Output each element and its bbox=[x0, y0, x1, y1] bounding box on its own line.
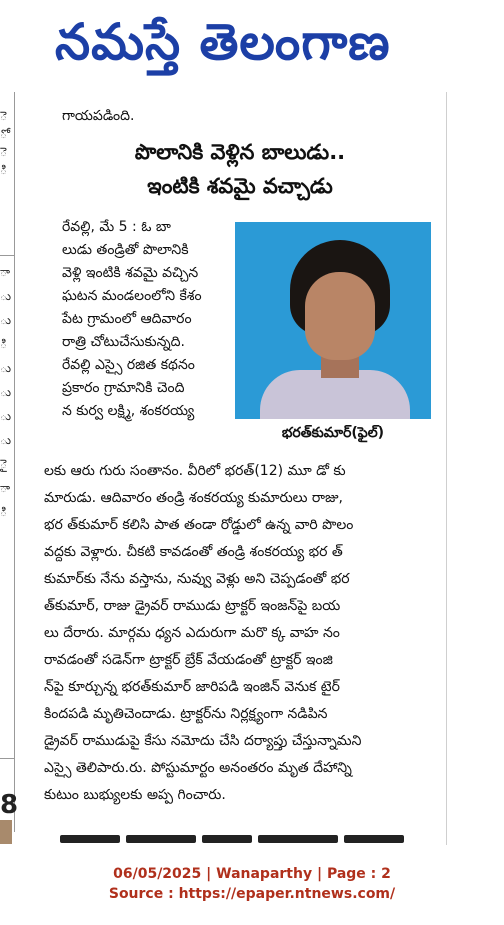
adjacent-column-photo bbox=[0, 820, 12, 844]
adjacent-column-glyph: ా bbox=[0, 481, 11, 495]
article-line: రాత్రి చోటుచేసుకున్నది. bbox=[62, 334, 185, 350]
article-line: వద్దకు వెళ్లారు. చీకటి కావడంతో తండ్రి శంకరయ్య భర త్ bbox=[44, 544, 343, 560]
adjacent-column-glyph: ు bbox=[0, 433, 12, 447]
article-line: కుటుం బుభ్యులకు అప్ప గించారు. bbox=[44, 787, 226, 803]
adjacent-column-glyph: ు bbox=[0, 385, 12, 399]
headline-line-1: పొలానికి వెళ్లిన బాలుడు.. bbox=[134, 140, 346, 164]
headline-line-2: ఇంటికి శవమై వచ్చాడు bbox=[147, 174, 333, 198]
adjacent-column-glyph: ి bbox=[0, 163, 7, 177]
photo-face bbox=[305, 272, 375, 360]
adjacent-column-strip bbox=[0, 92, 14, 845]
adjacent-column-glyph: ు bbox=[0, 313, 12, 327]
article-line: మారుడు. ఆదివారం తండ్రి శంకరయ్య కుమారులు రాజు, bbox=[44, 490, 343, 506]
article-line: త్‌కుమార్, రాజు డ్రైవర్ రాముడు ట్రాక్టర్ ఇంజన్‌పై బయ bbox=[44, 598, 341, 614]
article-line: భర త్‌కుమార్ కలిసి పాత తండా రోడ్డులో ఉన్న వారి పొలం bbox=[44, 517, 354, 533]
article-line: న కుర్వ లక్ష్మి, శంకరయ్య bbox=[62, 403, 195, 419]
masthead bbox=[0, 0, 504, 92]
footer-source: Source : https://epaper.ntnews.com/ bbox=[108, 886, 396, 902]
article-line: ఎస్సై తెలిపారు.రు. పోస్టుమార్టం అనంతరం మృత దేహాన్ని bbox=[44, 760, 352, 776]
article-line: పేట గ్రామంలో ఆదివారం bbox=[62, 311, 192, 327]
article-line: కిందపడి మృతిచెందాడు. ట్రాక్టర్‌ను నిర్లక్ష్యంగా నడిపిన bbox=[44, 706, 328, 722]
adjacent-column-glyph: ు bbox=[0, 409, 12, 423]
adjacent-column-glyph: ై bbox=[0, 457, 7, 471]
adjacent-column-glyph: ె bbox=[0, 109, 7, 123]
adjacent-column-glyph: ా bbox=[0, 265, 11, 279]
article-line: రేవల్లి, మే 5 : ఓ బా bbox=[62, 219, 171, 235]
adjacent-column-glyph: ి bbox=[0, 337, 7, 351]
article-line: రేవల్లి ఎస్సై రజిత కథనం bbox=[62, 357, 195, 373]
article-line: రావడంతో సడెన్‌గా ట్రాక్టర్ బ్రేక్ వేయడంతో ట్రాక్టర్ ఇంజి bbox=[44, 652, 333, 668]
article-line: డ్రైవర్ రాముడుపై కేసు నమోదు చేసి దర్యాప్తు చేస్తున్నామని bbox=[44, 733, 362, 749]
article-line: లు దేరారు. మార్గమ ధ్యన ఎదురుగా మరొ క్క వాహ నం bbox=[44, 625, 340, 641]
article-line: లకు ఆరు గురు సంతానం. వీరిలో భరత్(12) మూ డో కు bbox=[44, 463, 346, 479]
adjacent-column-glyph: ు bbox=[0, 289, 12, 303]
article-line: న్‌పై కూర్చున్న భరత్‌కుమార్ జారిపడి ఇంజిన్ వెనుక టైర్ bbox=[44, 679, 340, 695]
article-line: వెళ్లి ఇంటికి శవమై వచ్చిన bbox=[62, 265, 199, 281]
article-line: ప్రకారం గ్రామానికి చెంది bbox=[62, 380, 185, 396]
article-line: కుమార్‌కు నేను వస్తాను, నువ్వు వెళ్లు అని చెప్పడంతో భర bbox=[44, 571, 350, 587]
boy-photo bbox=[235, 222, 431, 419]
cut-off-text-line bbox=[60, 95, 430, 103]
footer-date-edition: 06/05/2025 | Wanaparthy | Page : 2 bbox=[113, 866, 391, 882]
adjacent-column-glyph: ో bbox=[0, 127, 7, 141]
next-headline-cut bbox=[60, 828, 420, 846]
column-divider bbox=[0, 758, 14, 759]
previous-article-tail: గాయపడింది. bbox=[62, 108, 135, 124]
newspaper-title: నమస్తే తెలంగాణ bbox=[55, 13, 391, 71]
article-line: లుడు తండ్రితో పొలానికి bbox=[62, 242, 189, 258]
article-line: ఘటన మండలంలోని కేశం bbox=[62, 288, 202, 304]
column-divider bbox=[14, 92, 15, 832]
adjacent-column-glyph: ు bbox=[0, 361, 12, 375]
adjacent-column-digit: 8 bbox=[0, 790, 19, 820]
adjacent-column-glyph: ె bbox=[0, 145, 7, 159]
column-divider bbox=[0, 255, 14, 256]
photo-caption: భరత్‌కుమార్(ఫైల్) bbox=[281, 425, 385, 441]
adjacent-column-glyph: ి bbox=[0, 505, 7, 519]
